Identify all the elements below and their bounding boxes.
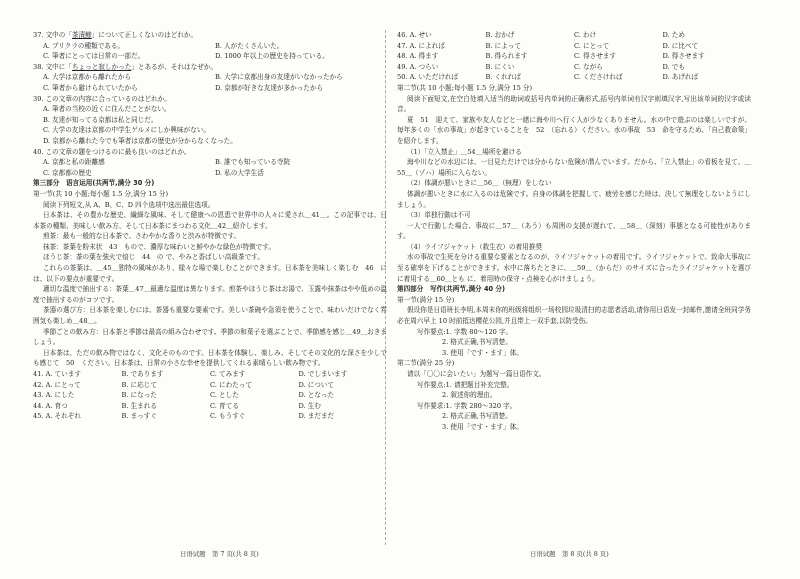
left-options-row [33,369,387,380]
passage-p2: 煎茶：最も一般的な日本茶で、さわやかな香りと渋みが特徴です。 [43,232,241,241]
section1-instructions: 阅读下列短文,从 A、B、C、D 四个选项中选出最佳选项。 [43,200,215,209]
writing2-req-2: 2. 格式正确,书写清楚。 [442,412,512,421]
writing2-req-3: 3. 使用「です・ます」体。 [442,422,523,431]
option: 46. A. せい [397,31,432,39]
option: 45. A. それぞれ [33,412,81,421]
passage2-p8: （4）ライフジャケット（救生衣）の着用推奨 [407,242,542,251]
passage-p8: 季節ごとの飲み方：日本茶と季節は最高の組み合わせです。季節の和菓子を選ぶことで、季節感を感じ＿49＿おきましょう。 [33,327,388,347]
question-37: 37. 文中の「茶漬鯵」について正しくないのはどれか。 [33,31,198,39]
passage-p3: 抹茶：茶葉を粉末状 43 もので、濃厚な味わいと鮮やかな緑色が特徴です。 [43,242,275,251]
option: 41. A. ています [33,370,81,378]
right-options-row [397,41,751,52]
left-options-row [33,401,387,412]
right-options-row [397,72,751,83]
option: D. について [298,380,334,389]
option: D. あげれば [662,73,699,82]
passage-p6: 適切な温度で抽出する：茶葉＿47＿最適な温度は異なります。煎茶やほうじ茶はお湯で、玉露や抹茶はやや低めの温度で抽出するのがコツです。 [33,285,388,304]
right-options-row [397,62,751,73]
writing2-point-1: 写作要点:1. 请把题目补充完整。 [417,380,514,389]
options-40: A. 京都と私の距離感 B. 誰でも知っている寺院 [43,158,290,167]
option: B. によって [485,41,521,50]
option: C. もうすぐ [210,412,246,421]
option: C. てみます [210,370,246,378]
option: C. とした [210,391,239,400]
option: C. にわたって [210,380,252,389]
option: 48. A. 得ます [397,52,439,61]
option: C. にとって [574,41,610,50]
passage2-p4: （2）体調が悪いときに＿56＿（無理）をしない [407,179,552,188]
option: B. 生まれる [121,401,157,410]
option: D. 生む [298,401,321,410]
option: B. まっすぐ [121,412,157,421]
writing1-req-1: 写作要点:1. 字数 80～120 字。 [417,327,513,336]
option: D. でも [662,62,685,71]
writing1-req-2: 2. 格式正确,书写清楚。 [442,338,512,347]
question-39: 39. この文章の内容に合っているのはどれか。 [33,94,171,103]
question-38: 38. 文中に「ちょっと寂しかった」とあるが、それはなぜか。 [33,62,218,71]
passage2-p3: 海や川などの水辺には、一目見ただけでは分からない危険が潜んでいます。だから、「立入禁止」の看板を見て、＿55＿（ゾハ）場所に入らない。 [397,158,751,177]
passage-p5: これらの茶葉は、＿45＿独特の風味があり、様々な場で楽しむことができます。日本茶を美味しく楽しむ 46 には、以下の要点が重要です。 [33,264,387,283]
right-options-row [397,51,751,62]
passage2-p1: 夏 51 迎えて、家族や友人などと一緒に海や川へ行く人が少なくありません。水の中で遊ぶのは楽しいですが、毎年多くの「水の事故」が起きていることを 52 （忘れる）ください。水の事故 53 命を守るため、「自己救命策」を紹介します。 [397,115,751,145]
option: C. くださければ [574,73,623,82]
option: 50. A. いただければ [397,73,459,82]
option: C. 育てる [210,401,239,410]
left-page [33,30,387,422]
passage2-p5: 体調が悪いときに水に入るのは危険です。自身の体調を把握して、疲労を感じた時は、決して無理をしないようにしましょう。 [397,189,751,209]
writing2-heading: 第二节(满分 25 分) [397,359,455,368]
question-40: 40. この文章の題をつけるのに最も良いのはどれか。 [33,147,191,156]
right-options-row [397,30,751,41]
option: B. に応じて [121,380,157,389]
option: 43. A. にした [33,391,75,400]
option-39a: A. 筆者の当校の近くに住んだことがない。 [43,105,171,114]
option: D. 得させます [662,52,705,61]
writing2-point-2: 2. 叙述你的理由。 [442,391,497,400]
option-39c: C. 大学の友達は京都の中学生ゲルメにしか興味がない。 [43,126,210,135]
option: 42. A. にとって [33,380,81,389]
options-40b: C. 京都都の歴史 D. 私の大学生活 [43,168,264,177]
option: D. まだまだ [298,412,335,421]
left-options-row [33,380,387,391]
passage2-p9: 水の事故で生死を分ける重要な要素となるのが、ライフジャケットの着用です。ライフジャケットで、致命大事故に至る確率を下げることができます。水中に落ちたときに、＿59＿（からだ）のサイズに合ったライフジャケットを選びに着用する＿60＿とも に、着用時の保守・点検を心がけましょう。 [397,253,751,283]
option-39d: D. 京都から離れた今でも筆者は京都の歴史が分からなくなった。 [43,136,237,145]
section2-instructions: 阅读下面短文,在空白处填入适当的助词或括号内单词的正确形式,括号内单词有汉字则填汉字,写出该单词的汉字或读音。 [397,94,751,114]
option: B. くれれば [485,73,521,82]
options-38b: C. 筆者から避けられていたから D. 京都が好きな友達が多かったから [43,83,324,92]
left-options-row [33,411,387,422]
writing2-prompt: 请以「〇〇に会いたい」为题写一篇日语作文。 [407,370,546,378]
option: 47. A. によれば [397,41,445,50]
option: 44. A. 育つ [33,401,68,410]
part4-heading: 第四部分 写作(共两节,满分 40 分) [397,285,506,294]
writing1-heading: 第一节(满分 15 分) [397,295,455,304]
writing1-req-3: 3. 使用「です・ます」体。 [442,348,523,357]
options-37b: C. 筆者にとっては日常の一部だ。 D. 1000 年以上の歴史を持っている。 [43,52,329,61]
right-page [397,30,751,433]
option: B. 得られます [485,52,528,61]
option: B. になった [121,391,157,400]
option: D. でしまいます [298,370,348,378]
footer-left: 日语试题 第 7 页(共 8 页) [180,550,259,558]
passage2-p2: （1）「立入禁止」＿54＿場所を避ける [407,147,522,156]
options-37: A. ブリクラの種類である。 B. 人がたくさんいた。 [43,41,284,50]
option: D. となった [298,391,335,400]
option: D. ため [662,31,685,39]
section2-heading: 第二节(共 10 小题;每小题 1.5 分,满分 15 分) [397,83,533,92]
option: D. に比べて [662,41,699,50]
option-39b: B. 友達が知ってる京都は私と同じだ。 [43,115,158,124]
writing1-prompt: 假设你是日语班长李明,本周末你的班级将组织一场校园垃圾清扫的志愿者活动,请你用日语发一封邮件,邀请全班同学务必在周六早上 10 时前抵达樱花公园,并且带上一双手套,以防受伤。 [397,306,751,326]
section1-heading: 第一节(共 10 小题;每小题 1.5 分,满分 15 分) [33,189,169,198]
passage-p7: 茶器の選び方：日本茶を楽しむには、茶器も重要な要素です。美しい茶碗や急須を使うことで、味わいだけでなく雰囲気も楽しめ＿48＿。 [33,306,387,326]
passage-p9: 日本茶は、ただの飲み物ではなく、文化そのものです。日本茶を体験し、楽しみ、そしてその文化的な深さを少しでも感じて 50 ください。日本茶は、日常の小さな幸せを提供してくれる素晴らしい飲み物です。 [33,348,387,368]
part3-heading: 第三部分 语言运用(共两节,满分 30 分) [33,179,155,188]
option: 49. A. つらい [397,62,439,71]
passage2-p6: （3）単独行動は不可 [407,211,471,220]
passage-p1: 日本茶は、その豊かな歴史、繊細な風味、そして健康への恩恵で世界中の人々に愛され＿41＿。この記事では、日本茶の種類、美味しい飲み方、そして日本茶にまつわる文化＿42＿紹介します。 [33,211,387,230]
footer-right: 日语试题 第 8 页(共 8 页) [530,550,609,558]
option: B. であります [121,370,164,378]
writing2-req-1: 写作要求:1. 字数 280～320 字。 [417,401,517,410]
option: C. 得させます [574,52,616,61]
passage2-p7: 一人で行動した場合、事故に＿57＿（あう）も周囲の支援が遅れて、＿58＿（深刻）事態となる可能性があります。 [397,221,751,241]
option: B. おかげ [485,31,515,39]
option: C. ながら [574,62,603,71]
passage-p4: ほうじ茶：茶の葉を強火で焙じ 44 の で、やみと香ばしい高級茶です。 [43,253,264,262]
options-38: A. 大学は京都から離れたから B. 大学に京都出身の友達がいなかったから [43,73,343,82]
option: B. にくい [485,62,515,71]
left-options-row [33,390,387,401]
option: C. わけ [574,31,597,39]
